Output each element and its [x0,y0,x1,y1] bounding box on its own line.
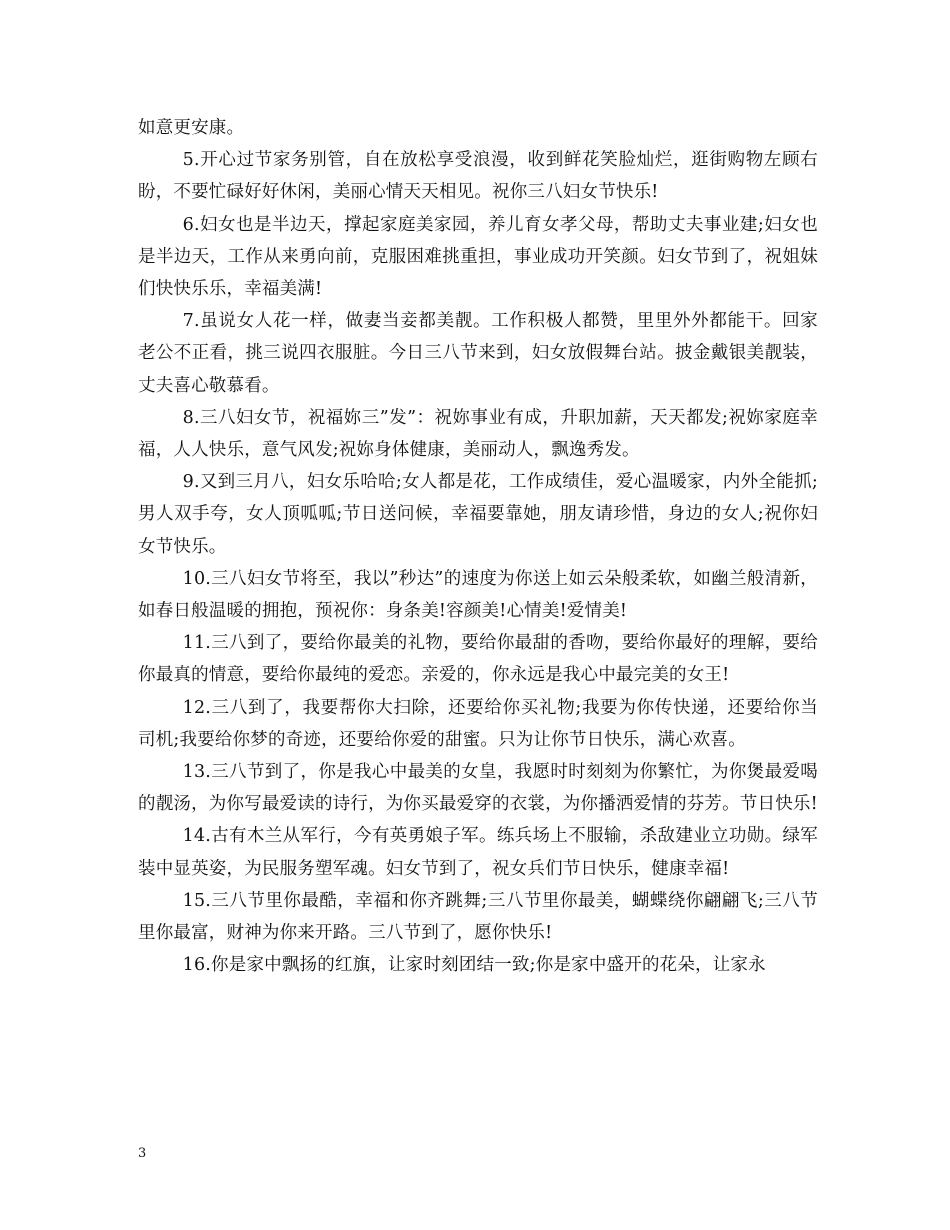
paragraph-item-12: 12.三八到了，我要帮你大扫除，还要给你买礼物;我要为你传快递，还要给你当司机;我要给你梦的奇迹，还要给你爱的甜蜜。只为让你节日快乐，满心欢喜。 [138,697,818,750]
paragraph-item-13: 13.三八节到了，你是我心中最美的女皇，我愿时时刻刻为你繁忙，为你煲最爱喝的靓汤，为你写最爱读的诗行，为你买最爱穿的衣裳，为你播洒爱情的芬芳。节日快乐! [138,762,818,815]
paragraph-item-5: 5.开心过节家务别管，自在放松享受浪漫，收到鲜花笑脸灿烂，逛街购物左顾右盼，不要忙碌好好休闲，美丽心情天天相见。祝你三八妇女节快乐! [138,150,818,203]
paragraph-item-7: 7.虽说女人花一样，做妻当妾都美靓。工作积极人都赞，里里外外都能干。回家老公不正看，挑三说四衣服脏。今日三八节来到，妇女放假舞台站。披金戴银美靓装，丈夫喜心敬慕看。 [138,311,818,396]
paragraph-item-9: 9.又到三月八，妇女乐哈哈;女人都是花，工作成绩佳，爱心温暖家，内外全能抓;男人双手夸，女人顶呱呱;节日送问候，幸福要靠她，朋友请珍惜，身边的女人;祝你妇女节快乐。 [138,472,818,557]
paragraph-item-16: 16.你是家中飘扬的红旗，让家时刻团结一致;你是家中盛开的花朵，让家永 [182,955,766,976]
page-number: 3 [138,1146,147,1161]
paragraph-item-8: 8.三八妇女节，祝福妳三”发”：祝妳事业有成，升职加薪，天天都发;祝妳家庭幸福，人人快乐，意气风发;祝妳身体健康，美丽动人，飘逸秀发。 [138,407,818,461]
paragraph-item-6: 6.妇女也是半边天，撑起家庭美家园，养儿育女孝父母，帮助丈夫事业建;妇女也是半边天，工作从来勇向前，克服困难挑重担，事业成功开笑颜。妇女节到了，祝姐妹们快快乐乐，幸福美满! [138,214,818,300]
paragraph-item-11: 11.三八到了，要给你最美的礼物，要给你最甜的香吻，要给你最好的理解，要给你最真的情意，要给你最纯的爱恋。亲爱的，你永远是我心中最完美的女王! [138,633,818,686]
paragraph-continuation: 如意更安康。 [138,118,245,138]
paragraph-item-14: 14.古有木兰从军行，今有英勇娘子军。练兵场上不服输，杀敌建业立功勋。绿军装中显英姿，为民服务塑军魂。妇女节到了，祝女兵们节日快乐，健康幸福! [138,826,818,879]
paragraph-item-15: 15.三八节里你最酷，幸福和你齐跳舞;三八节里你最美，蝴蝶绕你翩翩飞;三八节里你最富，财神为你来开路。三八节到了，愿你快乐! [138,890,818,944]
paragraph-item-10: 10.三八妇女节将至，我以”秒达”的速度为你送上如云朵般柔软，如幽兰般清新，如春日般温暖的拥抱，预祝你：身条美!容颜美!心情美!爱情美! [138,568,818,622]
document-body [138,112,818,981]
